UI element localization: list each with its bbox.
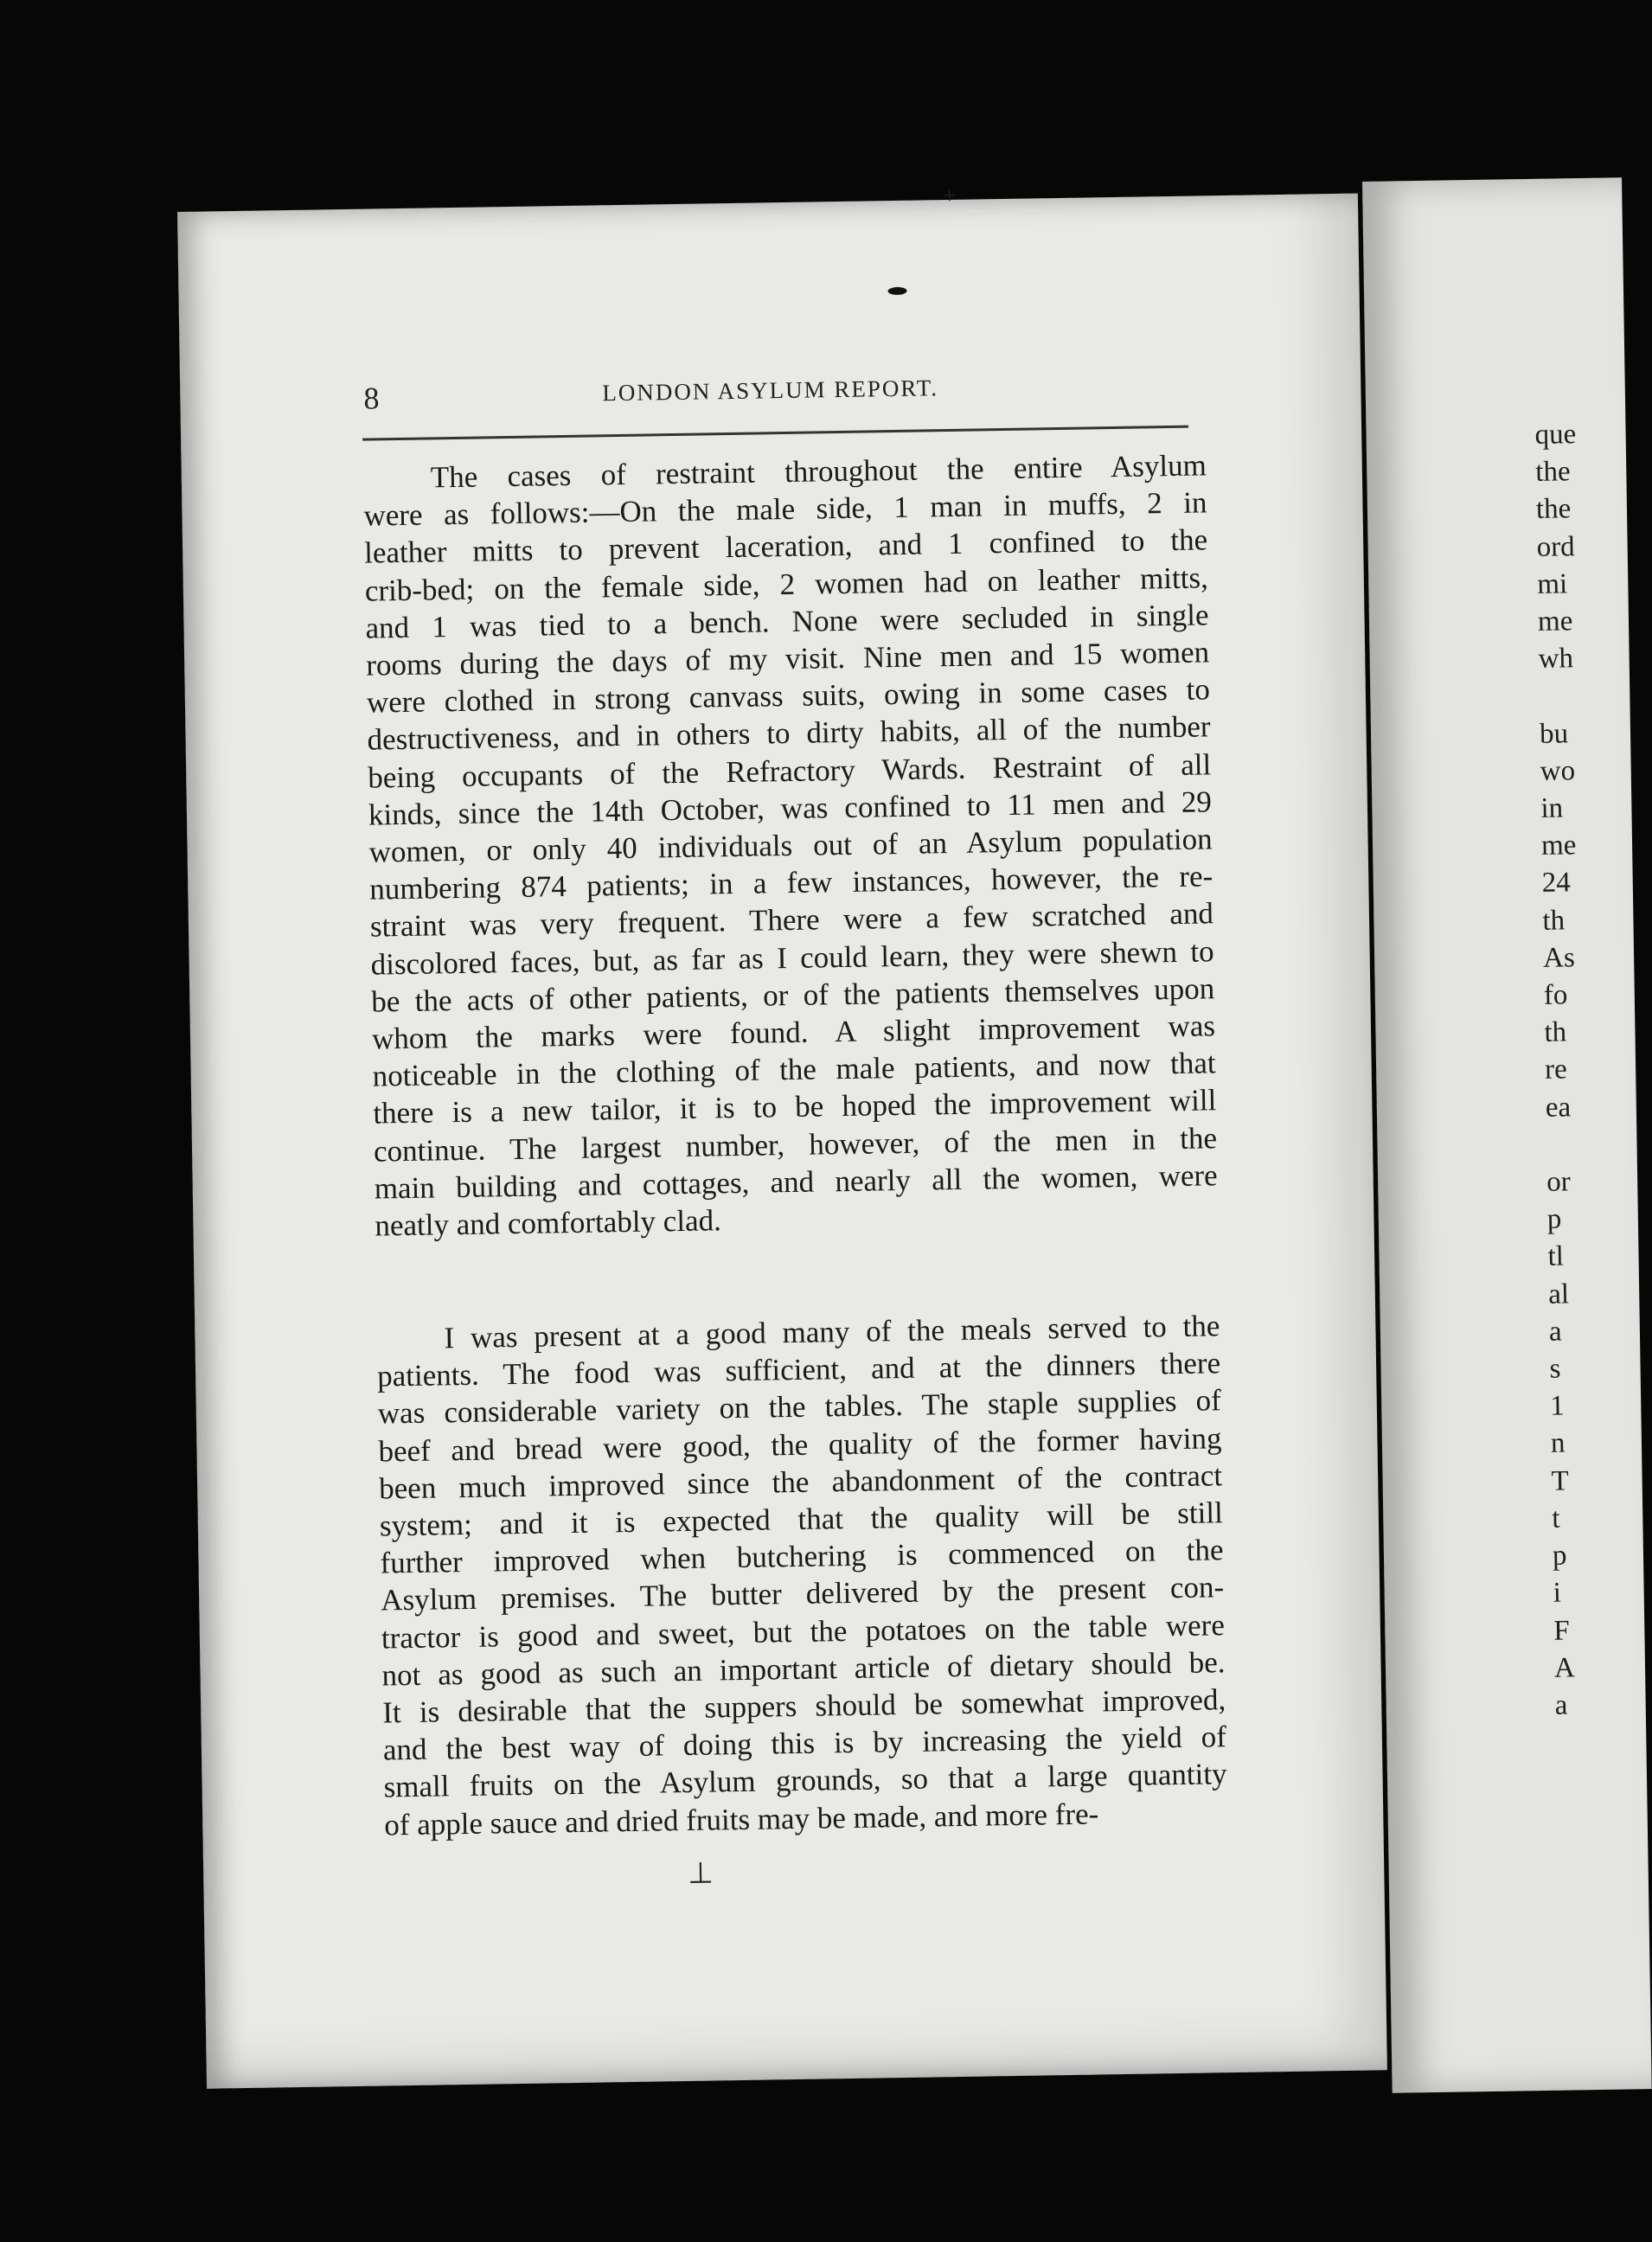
facing-page-fragment: As <box>1542 942 1576 974</box>
facing-page-fragment: T <box>1551 1465 1570 1497</box>
facing-page-fragment: a <box>1554 1689 1568 1721</box>
report-page <box>177 182 1387 2089</box>
facing-page-fragment: al <box>1547 1278 1570 1310</box>
text-line: further improved when butchering is commenced on the <box>380 1533 1224 1580</box>
facing-page-fragment: th <box>1544 1016 1567 1049</box>
facing-page-fragment: 1 <box>1549 1390 1566 1423</box>
page-number: 8 <box>363 381 380 416</box>
text-line: Asylum premises. The butter delivered by the present con- <box>380 1570 1225 1617</box>
text-line: small fruits on the Asylum grounds, so that a large quantity <box>383 1757 1227 1804</box>
page-header <box>363 357 1367 425</box>
facing-page-fragment: the <box>1535 493 1572 526</box>
text-line: neatly and comfortably clad. <box>375 1203 722 1243</box>
facing-page-fragment: tl <box>1547 1240 1565 1273</box>
text-line: tractor is good and sweet, but the potatoes on the table were <box>381 1607 1226 1656</box>
text-line: been much improved since the abandonment of the contract <box>378 1458 1223 1506</box>
text-line: noticeable in the clothing of the male patients, and now that <box>372 1046 1216 1093</box>
facing-page-fragment: wo <box>1540 755 1576 787</box>
ink-spot <box>887 287 906 295</box>
text-line: The cases of restraint throughout the entire Asylum <box>430 448 1207 495</box>
facing-page-fragment: re <box>1544 1054 1568 1086</box>
text-line: was considerable variety on the tables. The staple supplies of <box>377 1383 1222 1431</box>
facing-page-fragment <box>1546 1125 1633 1164</box>
facing-page-fragment: n <box>1550 1427 1566 1460</box>
facing-page-text-fragments <box>1534 415 1642 1724</box>
facing-page-fragment: a <box>1548 1316 1562 1348</box>
facing-page-fragment: t <box>1552 1502 1560 1534</box>
facing-page-fragment: th <box>1542 905 1566 937</box>
text-line: whom the marks were found. A slight improvement was <box>371 1009 1216 1056</box>
facing-page-fragment: bu <box>1539 717 1569 750</box>
facing-page-fragment: in <box>1540 792 1564 824</box>
text-line: It is desirable that the suppers should be somewhat improved, <box>381 1682 1226 1730</box>
text-line: patients. The food was sufficient, and at the dinners there <box>376 1346 1221 1393</box>
facing-page-fragment: me <box>1537 605 1573 637</box>
text-line: main building and cottages, and nearly all the women, were <box>374 1158 1218 1206</box>
header-rule <box>362 426 1188 441</box>
facing-page-fragment: ord <box>1536 530 1575 563</box>
text-line: women, or only 40 individuals out of an Asylum population <box>368 822 1213 869</box>
text-line: I was present at a good many of the meals served to the <box>444 1309 1220 1355</box>
facing-page-fragment: F <box>1553 1614 1570 1647</box>
facing-page-fragment: s <box>1549 1353 1561 1385</box>
text-line: discolored faces, but, as far as I could learn, they were shewn to <box>370 933 1214 982</box>
running-head: LONDON ASYLUM REPORT. <box>602 375 939 407</box>
paragraph-meals <box>376 1307 1227 1843</box>
text-line: continue. The largest number, however, of the men in the <box>373 1120 1218 1169</box>
facing-page-fragment: me <box>1540 830 1577 862</box>
text-line: straint was very frequent. There were a few scratched and <box>369 896 1214 945</box>
text-line: system; and it is expected that the quality will be still <box>379 1496 1224 1543</box>
facing-page-fragment: ea <box>1545 1092 1572 1124</box>
text-line: destructiveness, and in others to dirty habits, all of the number <box>367 709 1211 758</box>
text-line: being occupants of the Refractory Wards. Restraint of all <box>367 746 1212 795</box>
text-line: and the best way of doing this is by increasing the yield of <box>382 1720 1227 1767</box>
facing-page-fragment: i <box>1553 1577 1562 1610</box>
text-line: were as follows:—On the male side, 1 man in muffs, 2 in <box>363 485 1207 533</box>
scan-mark: + <box>942 182 957 210</box>
scan-mark: ⊥ <box>687 1857 714 1890</box>
text-line: were clothed in strong canvass suits, owing in some cases to <box>366 672 1211 720</box>
facing-page-fragment: the <box>1535 456 1571 489</box>
text-line: not as good as such an important article of dietary should be. <box>381 1645 1226 1693</box>
facing-page-fragment: fo <box>1543 979 1568 1011</box>
text-line: and 1 was tied to a bench. None were secluded in single <box>365 598 1209 645</box>
facing-page <box>1362 177 1652 2092</box>
facing-page-fragment: que <box>1534 419 1577 451</box>
text-line: there is a new tailor, it is to be hoped the improvement will <box>373 1083 1217 1131</box>
paragraph-restraint <box>363 446 1219 1244</box>
facing-page-fragment: mi <box>1537 568 1568 600</box>
facing-page-fragment: p <box>1552 1540 1567 1572</box>
facing-page-fragment: or <box>1546 1166 1571 1198</box>
text-line: numbering 874 patients; in a few instances, however, the re- <box>369 859 1213 906</box>
text-line: kinds, since the 14th October, was confined to 11 men and 29 <box>368 785 1213 832</box>
facing-page-fragment: A <box>1553 1652 1576 1684</box>
facing-page-fragment: 24 <box>1541 867 1572 900</box>
text-line: of apple sauce and dried fruits may be made, and more fre- <box>384 1797 1099 1842</box>
text-line: be the acts of other patients, or of the patients themselves upon <box>371 971 1215 1019</box>
text-line: crib-bed; on the female side, 2 women had on leather mitts, <box>364 560 1209 608</box>
facing-page-fragment: p <box>1546 1203 1562 1236</box>
text-line: leather mitts to prevent laceration, and 1 confined to the <box>363 522 1208 571</box>
text-line: rooms during the days of my visit. Nine men and 15 women <box>365 635 1210 682</box>
text-line: beef and bread were good, the quality of the former having <box>378 1420 1222 1469</box>
facing-page-fragment <box>1539 677 1626 716</box>
facing-page-fragment: wh <box>1538 643 1574 676</box>
